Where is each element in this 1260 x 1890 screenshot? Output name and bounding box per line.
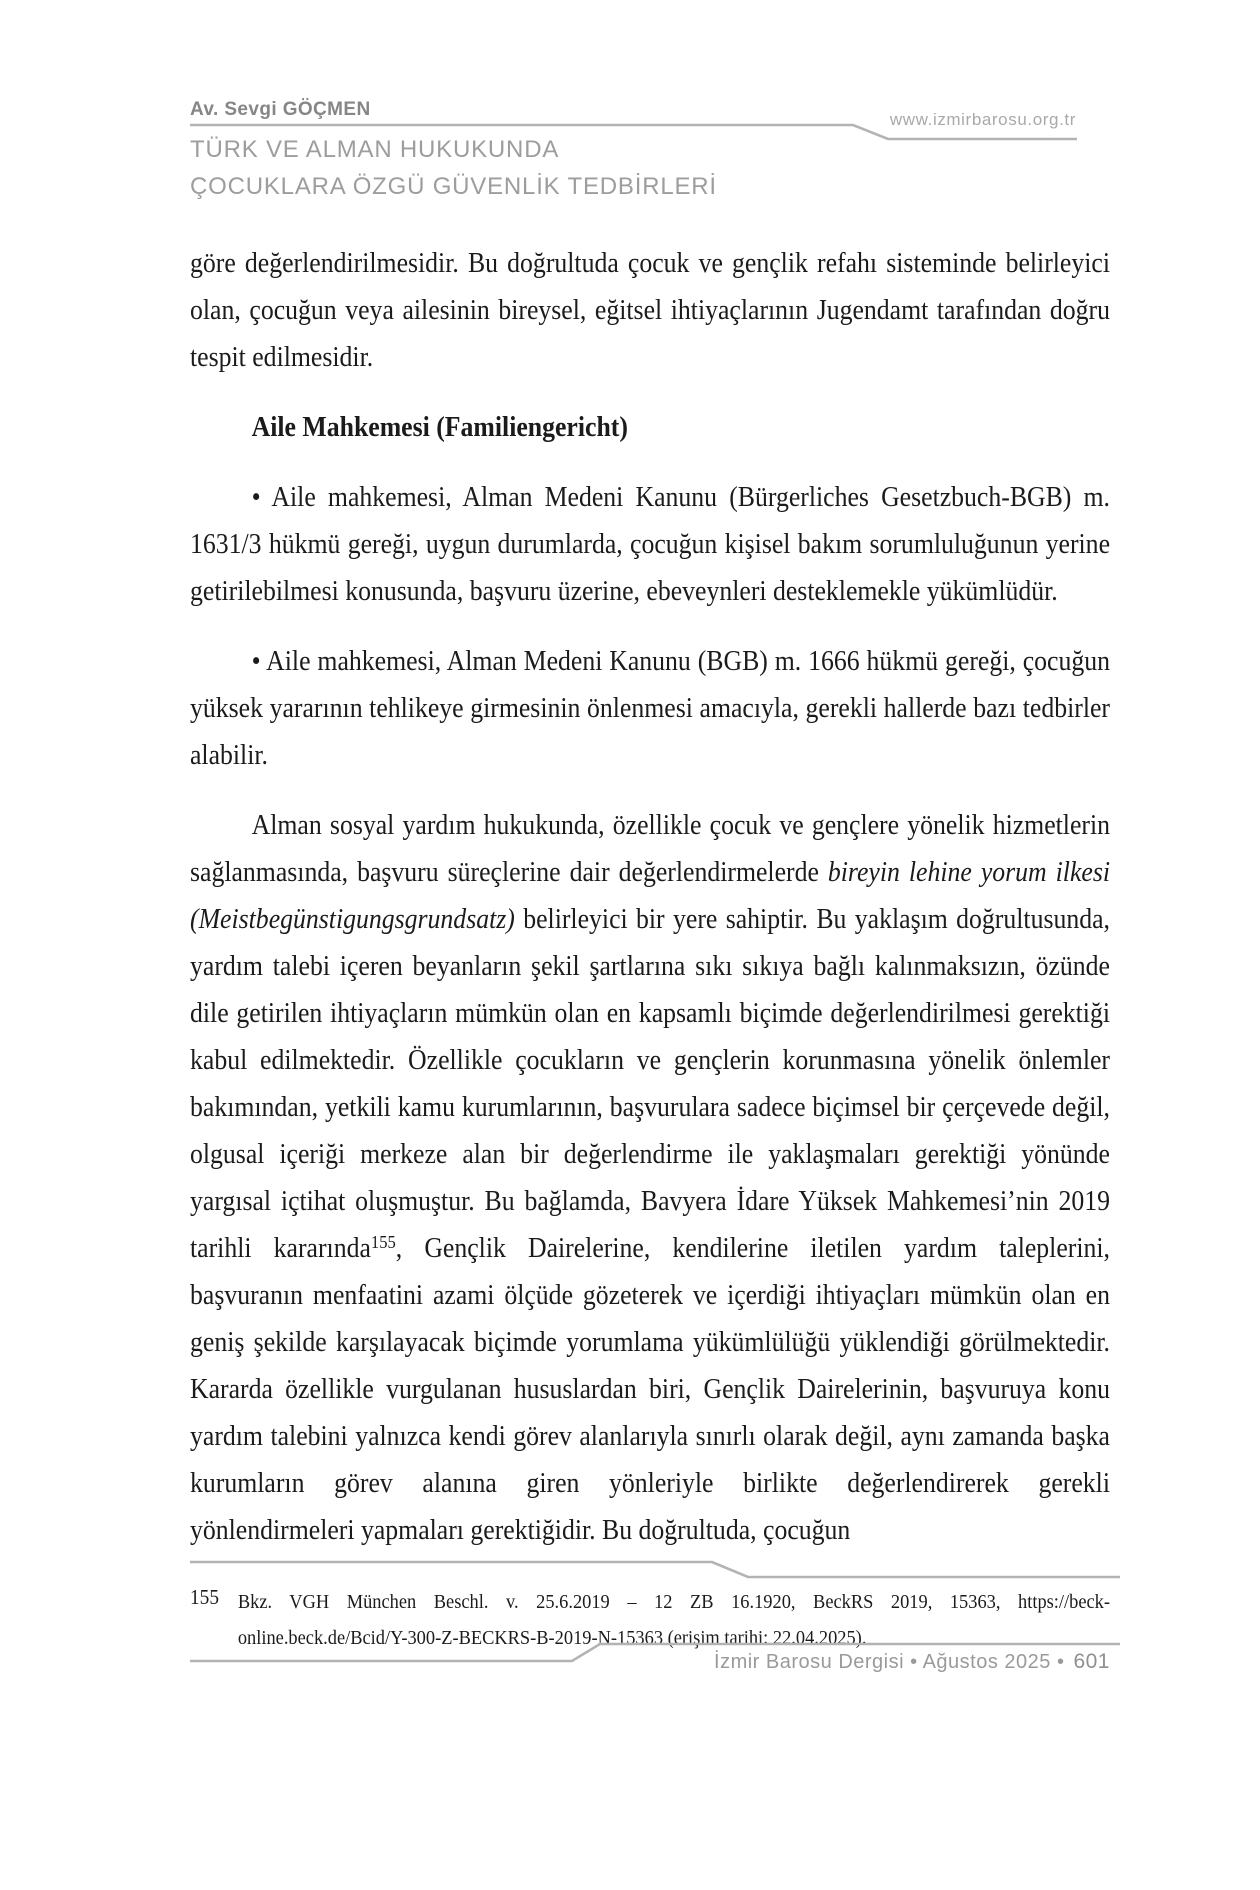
footnote-separator-rule <box>188 1556 1124 1584</box>
bullet-item-1-text: Aile mahkemesi, Alman Medeni Kanunu (Bürgerliches Gesetzbuch-BGB) m. 1631/3 hükmü gereği, uygun durumlarda, çocuğun kişisel bakım sorumluluğunun yerine getirilebilmesi konusunda, başvuru üzerine, ebeveynleri desteklemekle yükümlüdür. <box>190 482 1110 607</box>
bullet-item-1 <box>190 474 1110 615</box>
bullet-icon: • <box>251 482 261 513</box>
article-title-line-2: ÇOCUKLARA ÖZGÜ GÜVENLİK TEDBİRLERİ <box>190 173 717 200</box>
italic-principle-term: bireyin lehine yorum ilkesi (Meistbegünstigungsgrundsatz) <box>190 857 1110 935</box>
footnote-reference-155: 155 <box>370 1232 396 1252</box>
section-heading: Aile Mahkemesi (Familiengericht) <box>251 412 628 443</box>
paragraph-continuation: göre değerlendirilmesidir. Bu doğrultuda çocuk ve gençlik refahı sisteminde belirleyici olan, çocuğun veya ailesinin bireysel, eğitsel ihtiyaçlarının Jugendamt tarafından doğru tespit edilmesidir. <box>190 248 1110 373</box>
paragraph-social-welfare-law <box>190 802 1110 1554</box>
paragraph-segment: belirleyici bir yere sahiptir. Bu yaklaşım doğrultusunda, yardım talebi içeren beyanların şekil şartlarına sıkı sıkıya bağlı kalınmaksızın, özünde dile getirilen ihtiyaçların mümkün olan en kapsamlı biçimde değerlendirilmesi gerektiği kabul edilmektedir. Özellikle çocukların ve gençlerin korunmasına yönelik önlemler bakımından, yetkili kamu kurumlarının, başvurulara sadece biçimsel bir çerçevede değil, olgusal içeriği merkeze alan bir değerlendirme ile yaklaşmaları gerektiği yönünde yargısal içtihat oluşmuştur. Bu bağlamda, Bavyera İdare Yüksek Mahkemesi’nin 2019 tarihli kararında <box>190 904 1110 1264</box>
footer-journal-line <box>400 1650 1110 1674</box>
header-author: Av. Sevgi GÖÇMEN <box>190 99 371 120</box>
header-article-title <box>190 131 717 205</box>
bullet-item-2-text: Aile mahkemesi, Alman Medeni Kanunu (BGB) m. 1666 hükmü gereği, çocuğun yüksek yararının tehlikeye girmesinin önlenmesi amacıyla, gerekli hallerde bazı tedbirler alabilir. <box>190 646 1110 771</box>
paragraph-segment: Alman sosyal yardım hukukunda, özellikle çocuk ve gençlere yönelik hizmetlerin sağlanmasında, başvuru süreçlerine dair değerlendirmelerde <box>190 810 1110 888</box>
paragraph-segment: , Gençlik Dairelerine, kendilerine iletilen yardım taleplerini, başvuranın menfaatini azami ölçüde gözeterek ve içerdiği ihtiyaçları mümkün olan en geniş şekilde karşılayacak biçimde yorumlama yükümlülüğü yüklendiği görülmektedir. Kararda özellikle vurgulanan hususlardan biri, Gençlik Dairelerinin, başvuruya konu yardım talebini yalnızca kendi görev alanlarıyla sınırlı olarak değil, aynı zamanda başka kurumların görev alanına giren yönleriyle birlikte değerlendirerek gerekli yönlendirmeleri yapmaları gerektiğidir. Bu doğrultuda, çocuğun <box>190 1233 1110 1546</box>
header-website-url: www.izmirbarosu.org.tr <box>889 110 1076 129</box>
bullet-item-2 <box>190 638 1110 779</box>
footer-page-number: 601 <box>1073 1650 1110 1673</box>
footnote-text: Bkz. VGH München Beschl. v. 25.6.2019 – 12 ZB 16.1920, BeckRS 2019, 15363, https://beck-online.beck.de/Bcid/Y-300-Z-BECKRS-B-2019-N-15363 (erişim tarihi: 22.04.2025). <box>237 1591 1111 1649</box>
bullet-icon: • <box>251 646 261 677</box>
footnote-number: 155 <box>190 1585 219 1609</box>
article-title-line-1: TÜRK VE ALMAN HUKUKUNDA <box>190 136 560 163</box>
article-body <box>190 240 1110 1577</box>
footer-journal-issue: İzmir Barosu Dergisi • Ağustos 2025 • <box>714 1651 1065 1673</box>
